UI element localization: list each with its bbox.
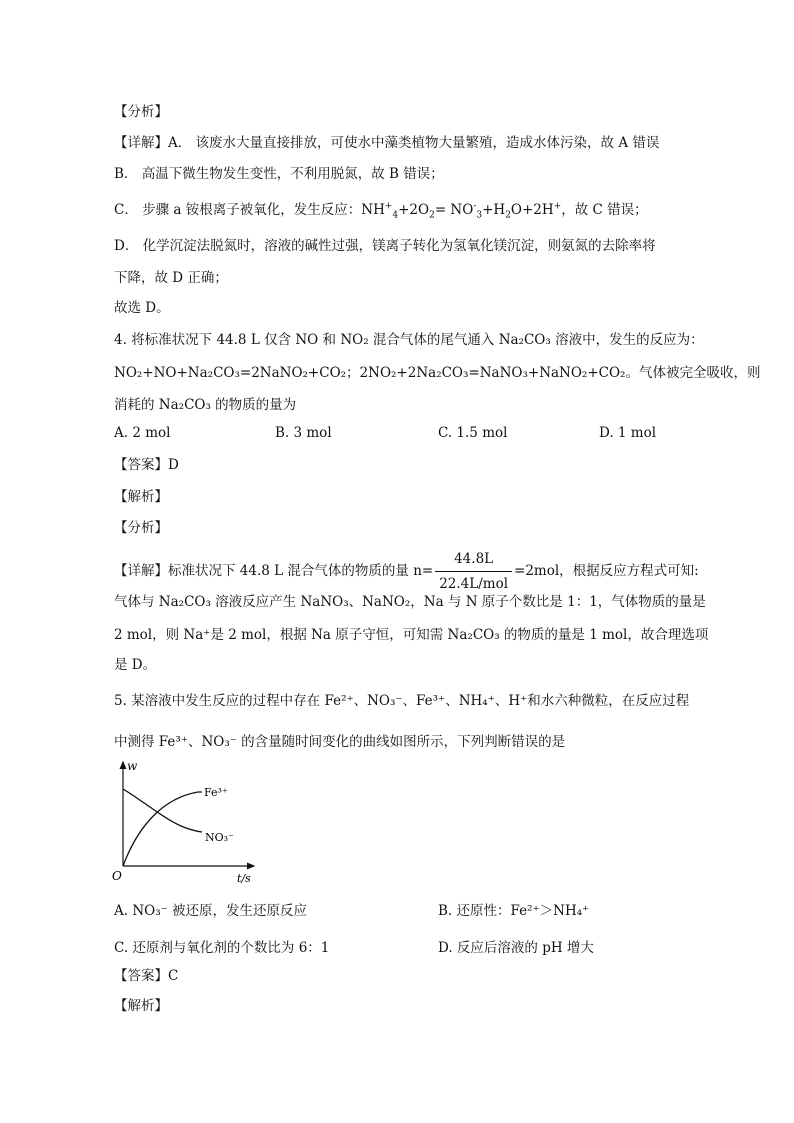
q3-fenxi: 【分析】 bbox=[114, 104, 168, 120]
q4-answer: 【答案】D bbox=[114, 457, 179, 473]
y-axis-label: w bbox=[127, 759, 138, 773]
q3-option-b: B． 高温下微生物发生变性，不利用脱氮，故 B 错误； bbox=[114, 166, 444, 182]
q5-option-c: C. 还原剂与氧化剂的个数比为 6：1 bbox=[114, 940, 330, 956]
q3-option-d-line2: 下降，故 D 正确； bbox=[114, 270, 228, 286]
series-no3-label: NO₃⁻ bbox=[205, 831, 234, 844]
q3-option-d-line1: D． 化学沉淀法脱氮时，溶液的碱性过强，镁离子转化为氢氧化镁沉淀，则氨氮的去除率将 bbox=[114, 238, 656, 254]
origin-label: O bbox=[112, 869, 122, 883]
q4-option-b: B. 3 mol bbox=[275, 425, 332, 441]
q4-detail-line1: 【详解】标准状况下 44.8 L 混合气体的物质的量 n= $\frac{44.8L}{\text{22.4L/mol}}$ =2mol，根据反应方程式可知: bbox=[114, 548, 699, 595]
q4-detail-line2: 气体与 Na₂CO₃ 溶液反应产生 NaNO₃、NaNO₂，Na 与 N 原子个数比是 1：1，气体物质的量是 bbox=[114, 594, 706, 610]
series-fe3-label: Fe³⁺ bbox=[204, 786, 228, 799]
q4-jiexi: 【解析】 bbox=[114, 489, 168, 505]
q3-detail-a: 【详解】A． 该废水大量直接排放，可使水中藻类植物大量繁殖，造成水体污染，故 A 错误 bbox=[114, 135, 660, 151]
q4-detail-line3: 2 mol，则 Na⁺是 2 mol，根据 Na 原子守恒，可知需 Na₂CO₃ 的物质的量是 1 mol，故合理选项 bbox=[114, 627, 709, 643]
q5-option-b: B. 还原性：Fe²⁺＞NH₄⁺ bbox=[438, 903, 590, 919]
q4-option-c: C. 1.5 mol bbox=[438, 425, 508, 441]
q4-stem-line3: 消耗的 Na₂CO₃ 的物质的量为 bbox=[114, 397, 297, 413]
q5-option-a: A. NO₃⁻ 被还原，发生还原反应 bbox=[114, 903, 308, 919]
q5-jiexi: 【解析】 bbox=[114, 998, 168, 1014]
q5-stem-line2: 中测得 Fe³⁺、NO₃⁻ 的含量随时间变化的曲线如图所示，下列判断错误的是 bbox=[114, 734, 566, 750]
series-no3-curve bbox=[123, 789, 202, 832]
q4-stem-line2: NO₂+NO+Na₂CO₃=2NaNO₂+CO₂；2NO₂+2Na₂CO₃=NaNO₃+NaNO₂+CO₂。气体被完全吸收，则 bbox=[114, 365, 761, 381]
q4-detail-line4: 是 D。 bbox=[114, 657, 157, 673]
concentration-time-chart bbox=[108, 756, 288, 886]
x-axis-label: t/s bbox=[237, 872, 251, 885]
q5-option-d: D. 反应后溶液的 pH 增大 bbox=[438, 940, 594, 956]
q4-stem-line1: 4. 将标准状况下 44.8 L 仅含 NO 和 NO₂ 混合气体的尾气通入 Na₂CO₃ 溶液中，发生的反应为： bbox=[114, 332, 704, 348]
q4-option-d: D. 1 mol bbox=[599, 425, 657, 441]
q4-option-a: A. 2 mol bbox=[114, 425, 171, 441]
molar-fraction: $\frac{44.8L}{\text{22.4L/mol}}$ bbox=[435, 548, 512, 595]
q5-answer: 【答案】C bbox=[114, 968, 179, 984]
q5-stem-line1: 5. 某溶液中发生反应的过程中存在 Fe²⁺、NO₃⁻、Fe³⁺、NH₄⁺、H⁺和水六种微粒，在反应过程 bbox=[114, 693, 690, 709]
q3-option-c: C． 步骤 a 铵根离子被氧化，发生反应：$NH^+_4+2O_2= NO^-_3+H_2O+2H^+$，故 C 错误； bbox=[114, 201, 648, 221]
q3-choose: 故选 D。 bbox=[114, 300, 170, 316]
q4-fenxi: 【分析】 bbox=[114, 520, 168, 536]
